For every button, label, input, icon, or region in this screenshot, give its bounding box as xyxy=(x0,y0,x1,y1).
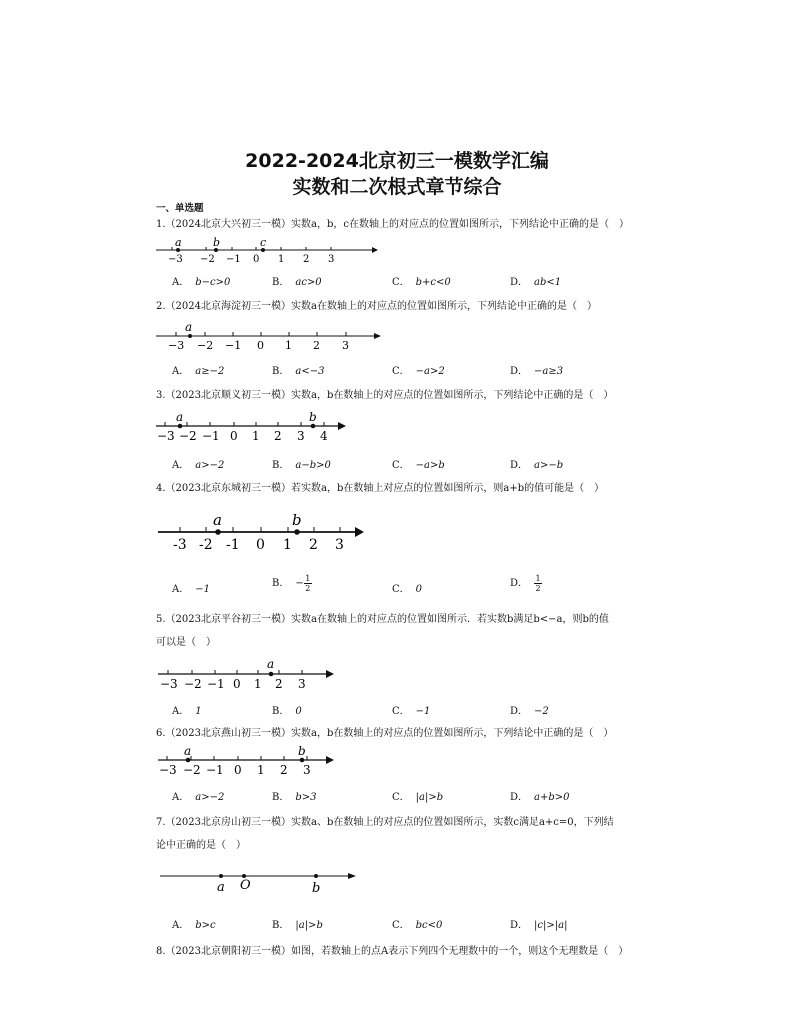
option-a[interactable]: A． b>c xyxy=(172,920,216,931)
question-stem: （2023北京东城初三一模）若实数a，b在数轴上对应点的位置如图所示，则a+b的值可能是（ ） xyxy=(165,483,605,494)
svg-text:-1: -1 xyxy=(226,537,240,552)
svg-text:1: 1 xyxy=(254,677,262,691)
question-6: 6.（2023北京燕山初三一模）实数a，b在数轴上的对应点的位置如图所示，下列结论中正确的是（ ） xyxy=(156,728,614,739)
section-heading: 一、单选题 xyxy=(156,203,204,214)
question-stem: （2023北京平谷初三一模）实数a在数轴上的对应点的位置如图所示．若实数b满足b<−a，则b的值 xyxy=(165,614,609,625)
svg-text:0: 0 xyxy=(230,429,238,442)
svg-text:a: a xyxy=(176,410,184,424)
question-5: 5.（2023北京平谷初三一模）实数a在数轴上的对应点的位置如图所示．若实数b满足b<−a，则b的值 xyxy=(156,614,609,625)
svg-text:a: a xyxy=(213,511,222,529)
svg-text:0: 0 xyxy=(257,339,264,352)
option-a[interactable]: A． a>−2 xyxy=(172,460,225,471)
svg-text:1: 1 xyxy=(257,763,265,777)
svg-text:a: a xyxy=(184,744,192,758)
svg-text:a: a xyxy=(267,657,275,671)
question-3: 3.（2023北京顺义初三一模）实数a，b在数轴上的对应点的位置如图所示，下列结论中正确的是（ ） xyxy=(156,390,614,401)
option-d[interactable]: D． a>−b xyxy=(510,460,564,471)
number-line-q3 xyxy=(150,406,350,442)
question-stem: （2024北京海淀初三一模）实数a在数轴上的对应点的位置如图所示，下列结论中正确的是（ ） xyxy=(165,301,597,312)
option-b[interactable]: B． 0 xyxy=(272,706,302,717)
tick-label: 1 xyxy=(278,254,285,265)
svg-text:3: 3 xyxy=(335,537,344,552)
svg-text:b: b xyxy=(298,744,306,758)
question-4: 4.（2023北京东城初三一模）若实数a，b在数轴上对应点的位置如图所示，则a+b的值可能是（ ） xyxy=(156,483,605,494)
number-line-q2 xyxy=(150,320,390,352)
number-line-q6 xyxy=(150,744,340,778)
point-a xyxy=(186,758,191,763)
svg-text:2: 2 xyxy=(309,537,318,552)
svg-text:−3: −3 xyxy=(159,763,177,777)
svg-text:−1: −1 xyxy=(225,339,242,352)
point-a xyxy=(215,529,221,535)
question-1 xyxy=(156,215,629,230)
svg-text:2: 2 xyxy=(274,429,282,442)
tick-label: 3 xyxy=(328,254,335,265)
point-label-b: b xyxy=(213,236,221,249)
number-line-q1 xyxy=(150,236,380,266)
svg-text:3: 3 xyxy=(342,339,349,352)
svg-text:−1: −1 xyxy=(207,677,225,691)
svg-text:−2: −2 xyxy=(197,339,214,352)
svg-text:2: 2 xyxy=(275,677,283,691)
svg-text:2: 2 xyxy=(280,763,288,777)
svg-text:−3: −3 xyxy=(157,429,175,442)
svg-text:−2: −2 xyxy=(183,763,201,777)
svg-text:b: b xyxy=(309,410,317,424)
option-d[interactable]: D． −a≥3 xyxy=(510,366,564,377)
point-a xyxy=(178,424,183,429)
number-line-q4 xyxy=(150,510,370,552)
question-7-stem-cont: 论中正确的是（ ） xyxy=(156,840,246,851)
option-a[interactable]: A． b−c>0 xyxy=(172,277,231,288)
question-5-stem-cont: 可以是（ ） xyxy=(156,637,216,648)
option-d[interactable]: D． a+b>0 xyxy=(510,792,570,803)
svg-text:a: a xyxy=(185,320,193,334)
option-a[interactable]: A． a>−2 xyxy=(172,792,225,803)
option-b[interactable]: B． ac>0 xyxy=(272,277,322,288)
question-stem: （2024北京大兴初三一模）实数a，b，c在数轴上的对应点的位置如图所示，下列结论中正确的是（ ） xyxy=(165,219,629,230)
tick-label: 2 xyxy=(303,254,310,265)
tick-label: −2 xyxy=(200,254,215,265)
option-c[interactable]: C． b+c<0 xyxy=(392,277,451,288)
svg-text:3: 3 xyxy=(303,763,311,777)
point-a xyxy=(188,334,192,338)
svg-text:0: 0 xyxy=(234,763,242,777)
svg-text:b: b xyxy=(292,511,302,529)
option-c[interactable]: C． −a>2 xyxy=(392,366,445,377)
page-subtitle: 实数和二次根式章节综合 xyxy=(292,176,502,198)
question-number: 1. xyxy=(156,219,166,230)
svg-text:1: 1 xyxy=(285,339,292,352)
fraction: $\frac{1}{2}$ xyxy=(305,574,311,593)
question-stem: （2023北京顺义初三一模）实数a，b在数轴上的对应点的位置如图所示，下列结论中正确的是（ ） xyxy=(165,390,614,401)
option-a[interactable]: A． 1 xyxy=(172,706,202,717)
svg-text:-3: -3 xyxy=(173,537,187,552)
option-c[interactable]: C． 0 xyxy=(392,584,423,595)
svg-text:−3: −3 xyxy=(160,677,178,691)
tick-label: −3 xyxy=(168,254,183,265)
question-stem: （2023北京燕山初三一模）实数a，b在数轴上的对应点的位置如图所示，下列结论中正确的是（ ） xyxy=(165,728,614,739)
number-line-q5 xyxy=(150,656,340,692)
svg-text:b: b xyxy=(312,881,321,896)
svg-text:−2: −2 xyxy=(179,429,197,442)
option-d[interactable]: D． −2 xyxy=(510,706,549,717)
option-b[interactable]: B． b>3 xyxy=(272,792,317,803)
svg-text:1: 1 xyxy=(252,429,260,442)
tick-label: −1 xyxy=(226,254,241,265)
svg-text:−1: −1 xyxy=(202,429,220,442)
svg-text:O: O xyxy=(240,878,251,893)
option-a[interactable]: A． −1 xyxy=(172,584,210,595)
point-b xyxy=(300,758,305,763)
svg-text:4: 4 xyxy=(320,429,328,442)
option-d[interactable]: D． |c|>|a| xyxy=(510,920,568,931)
svg-text:1: 1 xyxy=(283,537,292,552)
option-c[interactable]: C． −a>b xyxy=(392,460,445,471)
option-c[interactable]: C． |a|>b xyxy=(392,792,444,803)
svg-text:−2: −2 xyxy=(184,677,202,691)
option-c[interactable]: C． bc<0 xyxy=(392,920,443,931)
svg-text:−1: −1 xyxy=(206,763,224,777)
svg-text:0: 0 xyxy=(256,537,265,552)
point-b xyxy=(311,424,316,429)
question-8: 8.（2023北京朝阳初三一模）如图，若数轴上的点A表示下列四个无理数中的一个，则这个无理数是（ ） xyxy=(156,946,629,957)
option-b[interactable]: B． a−b>0 xyxy=(272,460,331,471)
point-a xyxy=(219,874,223,878)
svg-text:−3: −3 xyxy=(168,339,185,352)
svg-text:2: 2 xyxy=(313,339,320,352)
question-7: 7.（2023北京房山初三一模）实数a、b在数轴上的对应点的位置如图所示，实数c满足a+c=0，下列结 xyxy=(156,817,614,828)
point-a xyxy=(269,672,274,677)
svg-text:0: 0 xyxy=(233,677,241,691)
svg-text:-2: -2 xyxy=(199,537,213,552)
option-d[interactable]: D． $\frac{1}{2}$ xyxy=(510,574,541,593)
svg-text:3: 3 xyxy=(298,677,306,691)
point-label-a: a xyxy=(175,236,182,249)
question-2: 2.（2024北京海淀初三一模）实数a在数轴上的对应点的位置如图所示，下列结论中正确的是（ ） xyxy=(156,301,597,312)
question-stem: （2023北京朝阳初三一模）如图，若数轴上的点A表示下列四个无理数中的一个，则这个无理数是（ ） xyxy=(165,946,629,957)
option-b[interactable]: B． − $\frac{1}{2}$ xyxy=(272,574,311,593)
page-title: 2022-2024北京初三一模数学汇编 xyxy=(245,150,549,172)
question-stem: （2023北京房山初三一模）实数a、b在数轴上的对应点的位置如图所示，实数c满足a+c=0，下列结 xyxy=(165,817,614,828)
point-b xyxy=(294,529,300,535)
point-b xyxy=(314,874,318,878)
point-label-c: c xyxy=(260,236,267,249)
svg-text:a: a xyxy=(217,880,225,895)
number-line-q7 xyxy=(150,864,365,896)
option-b[interactable]: B． |a|>b xyxy=(272,920,323,931)
svg-text:3: 3 xyxy=(297,429,305,442)
option-c[interactable]: C． −1 xyxy=(392,706,431,717)
option-a[interactable]: A． a≥−2 xyxy=(172,366,225,377)
option-d[interactable]: D． ab<1 xyxy=(510,277,562,288)
tick-label: 0 xyxy=(253,254,260,265)
fraction: $\frac{1}{2}$ xyxy=(535,574,541,593)
option-b[interactable]: B． a<−3 xyxy=(272,366,325,377)
